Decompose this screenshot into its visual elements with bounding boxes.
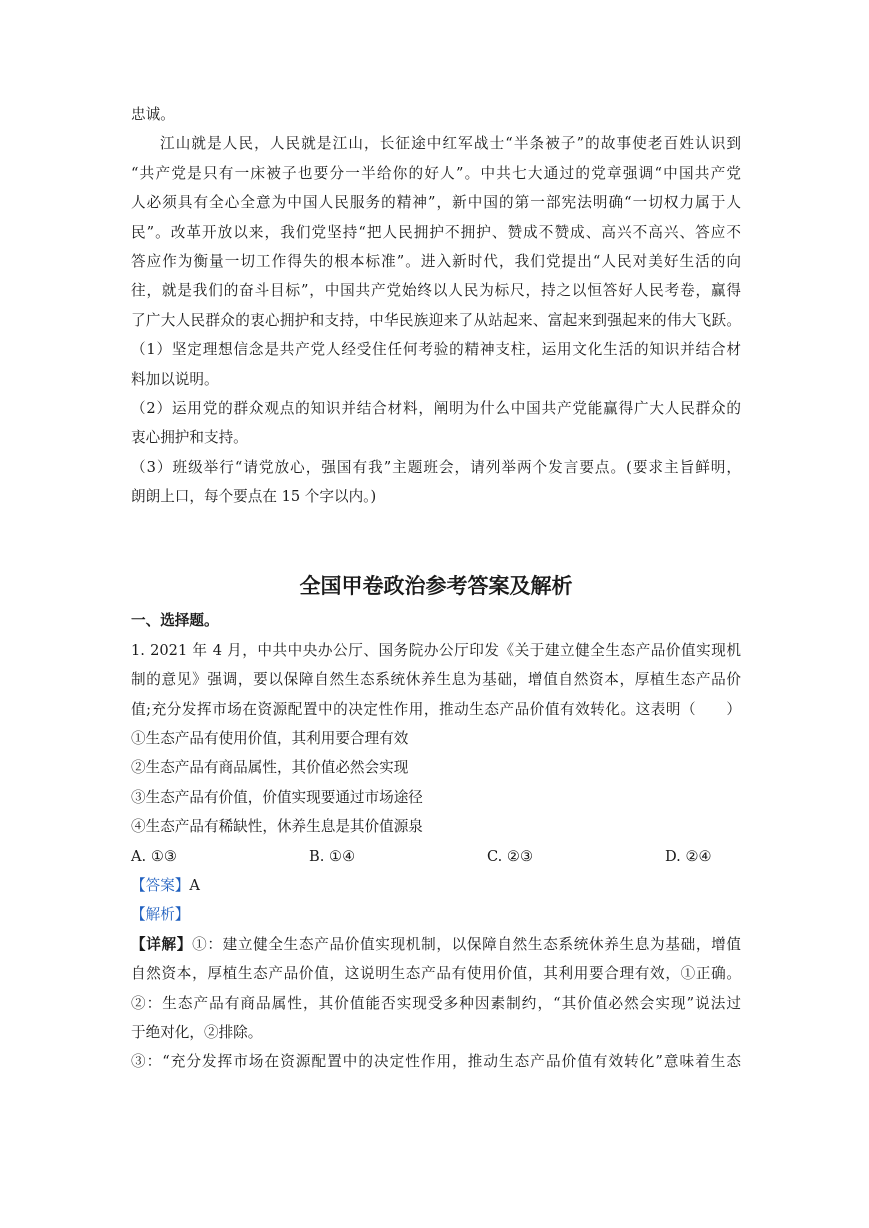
detail-tag: 【详解】 bbox=[131, 935, 193, 953]
material-line: 了广大人民群众的衷心拥护和支持，中华民族迎来了从站起来、富起来到强起来的伟大飞跃。 bbox=[131, 311, 741, 329]
question-2 bbox=[131, 394, 741, 453]
question-line: 料加以说明。 bbox=[131, 370, 219, 388]
answer-line bbox=[131, 871, 741, 900]
q1-stem bbox=[131, 636, 741, 724]
answer-section-title: 全国甲卷政治参考答案及解析 bbox=[299, 574, 573, 599]
q1-options bbox=[131, 842, 741, 871]
question-1 bbox=[131, 335, 741, 394]
detail-line: ②：生态产品有商品属性，其价值能否实现受多种因素制约，“其价值必然会实现”说法过 bbox=[131, 994, 741, 1012]
stem-line: 值;充分发挥市场在资源配置中的决定性作用，推动生态产品价值有效转化。这表明（ ） bbox=[131, 700, 741, 718]
option-d: D. ②④ bbox=[665, 847, 712, 865]
material-line: 忠诚。 bbox=[131, 106, 175, 123]
option-a: A. ①③ bbox=[131, 847, 177, 865]
detail-paragraph bbox=[131, 930, 741, 1077]
detail-text: ①：建立健全生态产品价值实现机制，以保障自然生态系统休养生息为基础，增值 bbox=[192, 935, 741, 953]
question-line: （3）班级举行“请党放心，强国有我”主题班会，请列举两个发言要点。(要求主旨鲜明， bbox=[131, 458, 741, 476]
question-line: （2）运用党的群众观点的知识并结合材料，阐明为什么中国共产党能赢得广大人民群众的 bbox=[131, 399, 741, 417]
material-line: 往，就是我们的奋斗目标”，中国共产党始终以人民为标尺，持之以恒答好人民考卷，赢得 bbox=[131, 282, 741, 300]
material-line: 人必须具有全心全意为中国人民服务的精神”，新中国的第一部宪法明确“一切权力属于人 bbox=[131, 194, 741, 212]
detail-line bbox=[131, 930, 741, 959]
document-page bbox=[131, 100, 741, 1077]
answer-tag: 【答案】 bbox=[131, 876, 190, 894]
statement-item: ①生态产品有使用价值，其利用要合理有效 bbox=[131, 730, 409, 748]
option-b: B. ①④ bbox=[309, 847, 356, 865]
detail-line: 自然资本，厚植生态产品价值，这说明生态产品有使用价值，其利用要合理有效，①正确。 bbox=[131, 965, 741, 983]
analysis-tag: 【解析】 bbox=[131, 906, 190, 924]
material-line: 江山就是人民，人民就是江山，长征途中红军战士“半条被子”的故事使老百姓认识到 bbox=[160, 135, 741, 153]
detail-line: 于绝对化，②排除。 bbox=[131, 1023, 263, 1041]
material-paragraph bbox=[131, 100, 741, 335]
statement-item: ②生态产品有商品属性，其价值必然会实现 bbox=[131, 759, 409, 777]
statement-item: ④生态产品有稀缺性，休养生息是其价值源泉 bbox=[131, 818, 423, 836]
q1-statements bbox=[131, 724, 741, 842]
section-heading: 一、选择题。 bbox=[131, 612, 219, 630]
question-line: 衷心拥护和支持。 bbox=[131, 429, 248, 447]
question-line: 朗朗上口，每个要点在 15 个字以内。) bbox=[131, 488, 377, 506]
answer-value: A bbox=[189, 876, 200, 894]
question-line: （1）坚定理想信念是共产党人经受住任何考验的精神支柱，运用文化生活的知识并结合材 bbox=[131, 341, 741, 359]
statement-item: ③生态产品有价值，价值实现要通过市场途径 bbox=[131, 788, 423, 806]
stem-line: 1. 2021 年 4 月，中共中央办公厅、国务院办公厅印发《关于建立健全生态产品价值实现机 bbox=[131, 641, 741, 659]
material-line: “共产党是只有一床被子也要分一半给你的好人”。中共七大通过的党章强调“中国共产党 bbox=[131, 164, 741, 182]
option-c: C. ②③ bbox=[487, 847, 534, 865]
analysis-line bbox=[131, 900, 741, 929]
material-line: 答应作为衡量一切工作得失的根本标准”。进入新时代，我们党提出“人民对美好生活的向 bbox=[131, 252, 741, 270]
detail-line: ③：“充分发挥市场在资源配置中的决定性作用，推动生态产品价值有效转化”意味着生态 bbox=[131, 1053, 741, 1071]
material-line: 民”。改革开放以来，我们党坚持“把人民拥护不拥护、赞成不赞成、高兴不高兴、答应不 bbox=[131, 223, 741, 241]
question-3 bbox=[131, 453, 741, 512]
stem-line: 制的意见》强调，要以保障自然生态系统休养生息为基础，增值自然资本，厚植生态产品价 bbox=[131, 671, 741, 689]
